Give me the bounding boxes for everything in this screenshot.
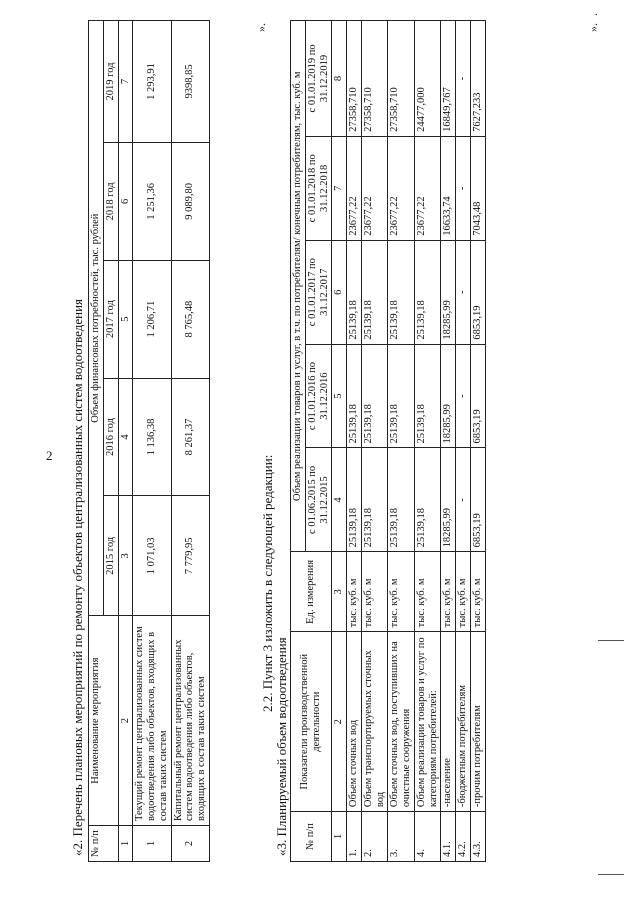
row-name: Объем транспортируемых сточных вод	[361, 632, 388, 812]
row-value: 27358,710	[347, 21, 362, 137]
repair-measures-table	[88, 20, 210, 862]
row-value: 27358,710	[388, 21, 415, 137]
row-value: 25139,18	[388, 344, 415, 448]
row-value: 25139,18	[347, 240, 362, 344]
page-number: 2	[46, 448, 53, 463]
index-cell: 5	[118, 260, 133, 378]
row-value: 18285,99	[441, 344, 456, 448]
row-unit: тыс. куб. м	[388, 552, 415, 632]
row-value: 9398,85	[171, 21, 209, 143]
row-name: Объем реализации товаров и услуг по категориям потребителей:	[414, 632, 441, 812]
row-num: 3.	[388, 812, 415, 862]
index-cell: 4	[332, 448, 347, 552]
row-name: -население	[441, 632, 456, 812]
instruction-text: 2.2. Пункт 3 изложить в следующей редакции:	[260, 454, 275, 712]
header-period: с 01.06.2015 по 31.12.2015	[305, 448, 332, 552]
index-cell: 6	[332, 240, 347, 344]
row-name: Объем сточных вод	[347, 632, 362, 812]
row-num: 1.	[347, 812, 362, 862]
row-value: 25139,18	[347, 344, 362, 448]
header-volume-group: Объем реализации товаров и услуг, в т.ч. по потребителям/ конечным потребителям, тыс. куб. м	[291, 21, 306, 552]
row-value: 9 089,80	[171, 142, 209, 260]
column-index-row	[118, 21, 133, 862]
row-value: 23677,22	[414, 136, 441, 240]
header-period: с 01.01.2017 по 31.12.2017	[305, 240, 332, 344]
row-name: -бюджетным потребителям	[456, 632, 471, 812]
row-value: 25139,18	[414, 448, 441, 552]
index-cell: 5	[332, 344, 347, 448]
row-value: 25139,18	[388, 240, 415, 344]
row-value: 25139,18	[388, 448, 415, 552]
section-3-title: «3. Планируемый объем водоотведения	[274, 637, 289, 856]
row-num: 4.2.	[456, 812, 471, 862]
row-num: 4.	[414, 812, 441, 862]
row-value: 27358,710	[361, 21, 388, 137]
row-value: 23677,22	[388, 136, 415, 240]
row-value: 18285,99	[441, 448, 456, 552]
row-value: 8 765,48	[171, 260, 209, 378]
header-period: с 01.01.2018 по 31.12.2018	[305, 136, 332, 240]
row-unit: тыс. куб. м	[347, 552, 362, 632]
row-value: 1 293,91	[133, 21, 171, 143]
section-3-closing-quote: ».	[586, 23, 600, 32]
index-cell: 7	[332, 136, 347, 240]
header-year: 2017 год	[103, 260, 118, 378]
header-period: с 01.01.2016 по 31.12.2016	[305, 344, 332, 448]
index-cell: 4	[118, 378, 133, 496]
table-row	[414, 21, 441, 862]
row-value: 1 251,36	[133, 142, 171, 260]
wastewater-volume-table	[290, 20, 486, 862]
index-cell: 1	[118, 826, 133, 862]
header-financial-group: Объем финансовых потребностей, тыс. рублей	[89, 21, 104, 616]
row-num: 1	[133, 826, 171, 862]
row-num: 2	[171, 826, 209, 862]
row-unit: тыс. куб. м	[470, 552, 485, 632]
row-value: -	[456, 344, 471, 448]
row-unit: тыс. куб. м	[361, 552, 388, 632]
row-value: 1 071,03	[133, 496, 171, 616]
section-3-closing-dot: .	[586, 13, 600, 16]
row-value: 25139,18	[414, 240, 441, 344]
row-value: 25139,18	[347, 448, 362, 552]
table-row	[388, 21, 415, 862]
row-name: Капитальный ремонт централизованных систем водоотведения либо объектов, входящих в состав таких систем	[171, 616, 209, 826]
row-value: 23677,22	[347, 136, 362, 240]
header-num: № п/п	[291, 812, 332, 862]
table-row	[361, 21, 388, 862]
row-name: Объем сточных вод, поступивших на очистные сооружения	[388, 632, 415, 812]
row-value: 25139,18	[414, 344, 441, 448]
header-year: 2019 год	[103, 21, 118, 143]
row-value: 7 779,95	[171, 496, 209, 616]
row-num: 4.1.	[441, 812, 456, 862]
row-value: 6853,19	[470, 344, 485, 448]
section-2-title: «2. Перечень плановых мероприятий по ремонту объектов централизованных систем водоотведения	[70, 298, 85, 856]
row-num: 4.3.	[470, 812, 485, 862]
table-row	[456, 21, 471, 862]
index-cell: 2	[332, 632, 347, 812]
row-value: 7043,48	[470, 136, 485, 240]
index-cell: 3	[118, 496, 133, 616]
row-name: -прочим потребителям	[470, 632, 485, 812]
row-value: 24477,000	[414, 21, 441, 137]
row-value: 25139,18	[361, 344, 388, 448]
table-row	[347, 21, 362, 862]
column-index-row	[332, 21, 347, 862]
index-cell: 2	[118, 616, 133, 826]
row-value: 18285,99	[441, 240, 456, 344]
row-unit: тыс. куб. м	[441, 552, 456, 632]
header-unit: Ед. измерения	[291, 552, 332, 632]
table-row	[441, 21, 456, 862]
row-value: 25139,18	[361, 448, 388, 552]
header-indicator: Показатели производственной деятельности	[291, 632, 332, 812]
row-value: 8 261,37	[171, 378, 209, 496]
row-value: -	[456, 240, 471, 344]
index-cell: 7	[118, 21, 133, 143]
row-name: Текущий ремонт централизованных систем водоотведения либо объектов, входящих в состав таких систем	[133, 616, 171, 826]
table-row	[470, 21, 485, 862]
header-year: 2018 год	[103, 142, 118, 260]
row-unit: тыс. куб. м	[414, 552, 441, 632]
header-year: 2015 год	[103, 496, 118, 616]
row-num: 2.	[361, 812, 388, 862]
row-value: 1 206,71	[133, 260, 171, 378]
table-row	[171, 21, 209, 862]
row-value: 6853,19	[470, 448, 485, 552]
row-value: 23677,22	[361, 136, 388, 240]
index-cell: 6	[118, 142, 133, 260]
index-cell: 8	[332, 21, 347, 137]
row-value: 25139,18	[361, 240, 388, 344]
header-num: № п/п	[89, 826, 119, 862]
header-period: с 01.01.2019 по 31.12.2019	[305, 21, 332, 137]
row-value: 16849,767	[441, 21, 456, 137]
index-cell: 3	[332, 552, 347, 632]
header-year: 2016 год	[103, 378, 118, 496]
margin-dash	[598, 874, 624, 875]
row-value: 7627,233	[470, 21, 485, 137]
margin-dash	[598, 640, 624, 641]
row-value: 1 136,38	[133, 378, 171, 496]
row-unit: тыс. куб. м	[456, 552, 471, 632]
header-name: Наименование мероприятия	[89, 616, 119, 826]
row-value: -	[456, 448, 471, 552]
index-cell: 1	[332, 812, 347, 862]
row-value: -	[456, 21, 471, 137]
section-2-closing-quote: ».	[254, 23, 268, 32]
row-value: 6853,19	[470, 240, 485, 344]
table-row	[133, 21, 171, 862]
row-value: -	[456, 136, 471, 240]
row-value: 16633,74	[441, 136, 456, 240]
rotated-page-content	[60, 12, 620, 862]
